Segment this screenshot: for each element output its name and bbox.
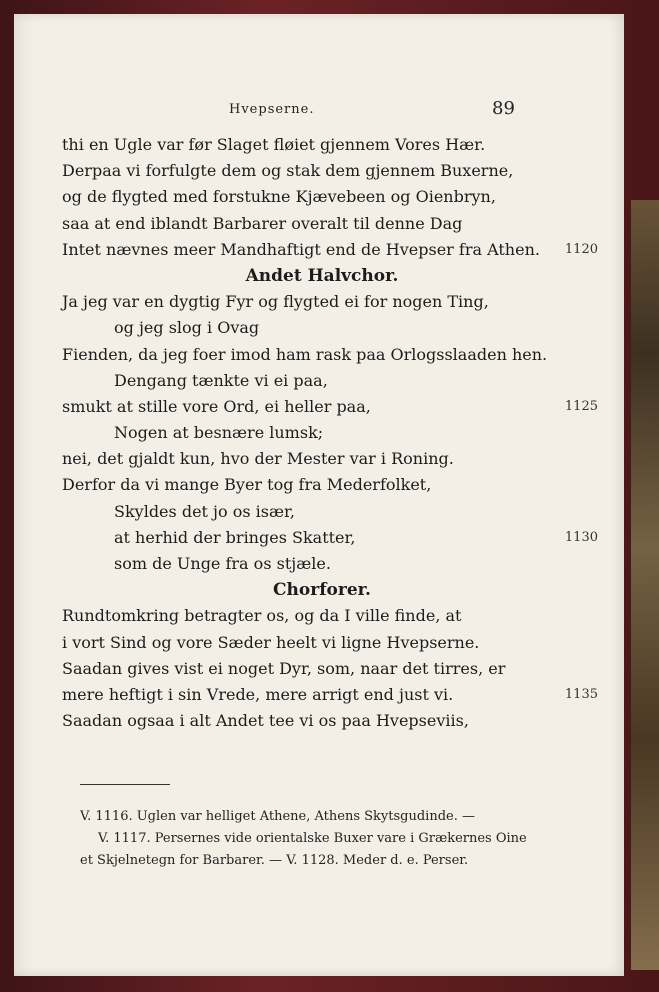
line-number: 1120 [564, 241, 598, 257]
verse-line: mere heftigt i sin Vrede, mere arrigt end just vi. 1135 [62, 682, 582, 708]
verse-line: Skyldes det jo os især, [114, 501, 295, 521]
verse-line: Intet nævnes meer Mandhaftigt end de Hvepser fra Athen. 1120 [62, 237, 582, 263]
line-number: 1135 [564, 686, 598, 702]
verse-line: Saadan ogsaa i alt Andet tee vi os paa Hvepseviis, [62, 711, 469, 731]
verse-line: at herhid der bringes Skatter, 1130 [62, 525, 582, 551]
footnote-line: V. 1117. Persernes vide orientalske Buxer vare i Grækernes Oine [98, 831, 527, 846]
verse-text [62, 132, 598, 734]
verse-line: Dengang tænkte vi ei paa, [114, 370, 328, 390]
verse-line: Ja jeg var en dygtig Fyr og flygted ei for nogen Ting, [62, 292, 489, 312]
section-heading: Chorforer. [273, 580, 371, 601]
verse-line: og de flygted med forstukne Kjævebeen og Oienbryn, [62, 187, 496, 207]
verse-line: Nogen at besnære lumsk; [114, 423, 324, 443]
verse-line: smukt at stille vore Ord, ei heller paa, 1125 [62, 394, 582, 420]
verse-line: Derfor da vi mange Byer tog fra Mederfolket, [62, 475, 432, 495]
marbled-edge [631, 200, 659, 970]
verse-line: i vort Sind og vore Sæder heelt vi ligne Hvepserne. [62, 632, 480, 652]
verse-line: som de Unge fra os stjæle. [114, 554, 331, 573]
verse-line: thi en Ugle var før Slaget fløiet gjennem Vores Hær. [62, 135, 486, 154]
footnote-rule [80, 784, 170, 785]
footnote-line: V. 1116. Uglen var helliget Athene, Athens Skytsgudinde. — [80, 809, 475, 824]
verse-line: Saadan gives vist ei noget Dyr, som, naar det tirres, er [62, 658, 506, 678]
page-header [14, 98, 624, 126]
section-heading: Andet Halvchor. [245, 265, 399, 286]
footnote-line: et Skjelnetegn for Barbarer. — V. 1128. Meder d. e. Perser. [80, 853, 469, 868]
verse-line: saa at end iblandt Barbarer overalt til denne Dag [62, 213, 463, 233]
verse-line: Rundtomkring betragter os, og da I ville finde, at [62, 606, 462, 626]
verse-line: Derpaa vi forfulgte dem og stak dem gjennem Buxerne, [62, 161, 514, 181]
verse-line: Fienden, da jeg foer imod ham rask paa Orlogsslaaden hen. [62, 344, 548, 364]
book-page [14, 14, 624, 976]
running-title: Hvepserne. [229, 102, 315, 117]
line-number: 1130 [564, 529, 598, 545]
footnotes [80, 806, 550, 872]
verse-line: nei, det gjaldt kun, hvo der Mester var i Roning. [62, 449, 454, 469]
line-number: 1125 [564, 398, 598, 414]
page-number: 89 [492, 98, 515, 119]
verse-line: og jeg slog i Ovag [114, 318, 260, 338]
